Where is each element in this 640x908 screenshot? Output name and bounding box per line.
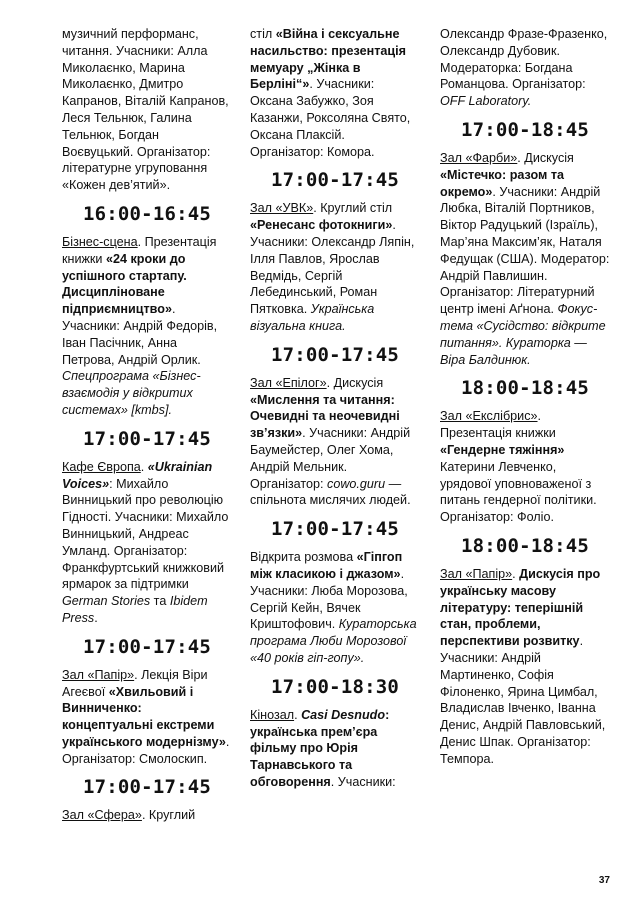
event-title: «Хвильовий і Винниченко: концептуальні екстреми українського модернізму»: [62, 684, 226, 749]
event-description: Кінозал. Casi Desnudo: українська прем’єра фільму про Юрія Тарнавського та обговорення. Учасники:: [250, 707, 396, 789]
time-slot: 17:00-17:45: [270, 169, 400, 192]
event-description: Відкрита розмова «Гіпгоп між класикою і джазом». Учасники: Люба Морозова, Сергій Кейн, Вячек Криштофович. Кураторська програма Люби Морозової «40 років гіп-гопу».: [250, 550, 417, 665]
time-slot: 17:00-17:45: [82, 776, 212, 799]
event-description: Зал «Папір». Дискусія про українську масову літературу: теперішній стан, проблеми, перспективи розвитку. Учасники: Андрій Мартиненко, Софія Філоненко, Ярина Цимбал, Владислав Івченко, Іванна Денис, Андрій Павловський, Денис Шпак. Організатор: Темпора.: [440, 566, 606, 766]
time-slot: 17:00-17:45: [82, 635, 212, 658]
event-title: «Містечко: разом та окремо»: [440, 167, 565, 199]
event-title: «Гіпгоп між класикою і джазом»: [250, 550, 403, 581]
venue-name: Зал «Папір»: [440, 566, 513, 581]
venue-name: Бізнес-сцена: [62, 234, 138, 249]
venue-name: Зал «Сфера»: [62, 808, 142, 823]
column-3: [440, 26, 610, 767]
event-description: Бізнес-сцена. Презентація книжки «24 кроки до успішного стартапу. Дисципліноване підприємництво». Учасники: Андрій Федорів, Іван Пасічник, Анна Петрова, Андрій Орлик. Спецпрограма «Бізнес-взаємодія у відкритих системах» [kmbs].: [62, 234, 218, 417]
venue-name: Зал «Папір»: [62, 667, 135, 682]
venue-name: Зал «Фарби»: [440, 150, 518, 165]
time-slot: 17:00-17:45: [270, 343, 400, 366]
column-2: [250, 26, 420, 791]
event-title: «Ukrainian Voices»: [62, 459, 213, 491]
venue-name: Кінозал: [250, 707, 295, 722]
venue-name: Зал «УВК»: [250, 201, 314, 216]
time-slot: 17:00-18:30: [270, 675, 400, 698]
event-title: Casi Desnudo: українська прем’єра фільму про Юрія Тарнавського та обговорення: [250, 707, 390, 789]
venue-name: Кафе Європа: [62, 459, 141, 474]
event-description: Зал «Фарби». Дискусія «Містечко: разом та окремо». Учасники: Андрій Любка, Віталій Портников, Віктор Радуцький (Ізраїль), Мар’яна Максим’як, Наталя Федущак (США). Модератор: Андрій Павлишин. Організатор: Літературний центр імені Аґнона. Фокус-тема «Сусідство: відкрите питання». Кураторка — Віра Балдинюк.: [440, 150, 610, 367]
event-title: «Ренесанс фотокниги»: [250, 218, 393, 233]
event-description: Зал «Папір». Лекція Віри Агеєвої «Хвильовий і Винниченко: концептуальні екстреми українського модернізму». Організатор: Смолоскип.: [62, 667, 230, 766]
time-slot: 17:00-17:45: [270, 518, 400, 541]
column-1: [62, 26, 232, 824]
event-description: Зал «Сфера». Круглий: [62, 808, 196, 823]
time-slot: 17:00-17:45: [82, 427, 212, 450]
event-title: «24 кроки до успішного стартапу. Дисципліноване підприємництво»: [62, 251, 187, 317]
time-slot: 16:00-16:45: [82, 202, 212, 225]
page-number: 37: [598, 875, 610, 886]
event-description: Кафе Європа. «Ukrainian Voices»: Михайло Винницький про революцію Гідності. Учасники: Михайло Винницький, Андреас Умланд. Організатор: Франкфуртський книжковий ярмарок за підтримки German Stories та Ibidem Press.: [62, 459, 229, 625]
event-description: Зал «УВК». Круглий стіл «Ренесанс фотокниги». Учасники: Олександр Ляпін, Ілля Павлов, Ярослав Ведмідь, Сергій Лебединський, Роман Пятковка. Українська візуальна книга.: [250, 201, 415, 333]
time-slot: 18:00-18:45: [460, 534, 590, 557]
event-description: музичний перформанс, читання. Учасники: Алла Миколаєнко, Марина Миколаєнко, Дмитро Капранов, Віталій Капранов, Леся Тельнюк, Галина Тельнюк, Богдан Воєвуцький. Організатор: літературне угруповання «Кожен дев’ятий».: [62, 27, 229, 193]
event-description: Олександр Фразе-Фразенко, Олександр Дубовик. Модераторка: Богдана Романцова. Організатор: OFF Laboratory.: [440, 27, 608, 109]
time-slot: 18:00-18:45: [460, 377, 590, 400]
event-description: Зал «Екслібрис». Презентація книжки «Гендерне тяжіння» Катерини Левченко, урядової уповноваженої з питань гендерної політики. Організатор: Фоліо.: [440, 409, 597, 525]
venue-name: Зал «Епілог»: [250, 375, 327, 390]
event-title: «Війна і сексуальне насильство: презентація мемуару „Жінка в Берліні“»: [250, 27, 407, 92]
event-description: стіл «Війна і сексуальне насильство: презентація мемуару „Жінка в Берліні“». Учасники: Оксана Забужко, Зоя Казанжи, Роксоляна Свято, Оксана Плаксій. Організатор: Комора.: [250, 27, 411, 159]
time-slot: 17:00-18:45: [460, 118, 590, 141]
event-title: «Мислення та читання: Очевидні та неочевидні зв’язки»: [250, 392, 400, 441]
venue-name: Зал «Екслібрис»: [440, 409, 538, 424]
event-title: Дискусія про українську масову літературу: теперішній стан, проблеми, перспективи розвитку: [440, 566, 601, 649]
event-description: Зал «Епілог». Дискусія «Мислення та читання: Очевидні та неочевидні зв’язки». Учасники: Андрій Баумейстер, Олег Хома, Андрій Мельник. Організатор: cowo.guru — спільнота мислячих людей.: [250, 375, 411, 508]
event-title: «Гендерне тяжіння»: [440, 442, 565, 457]
